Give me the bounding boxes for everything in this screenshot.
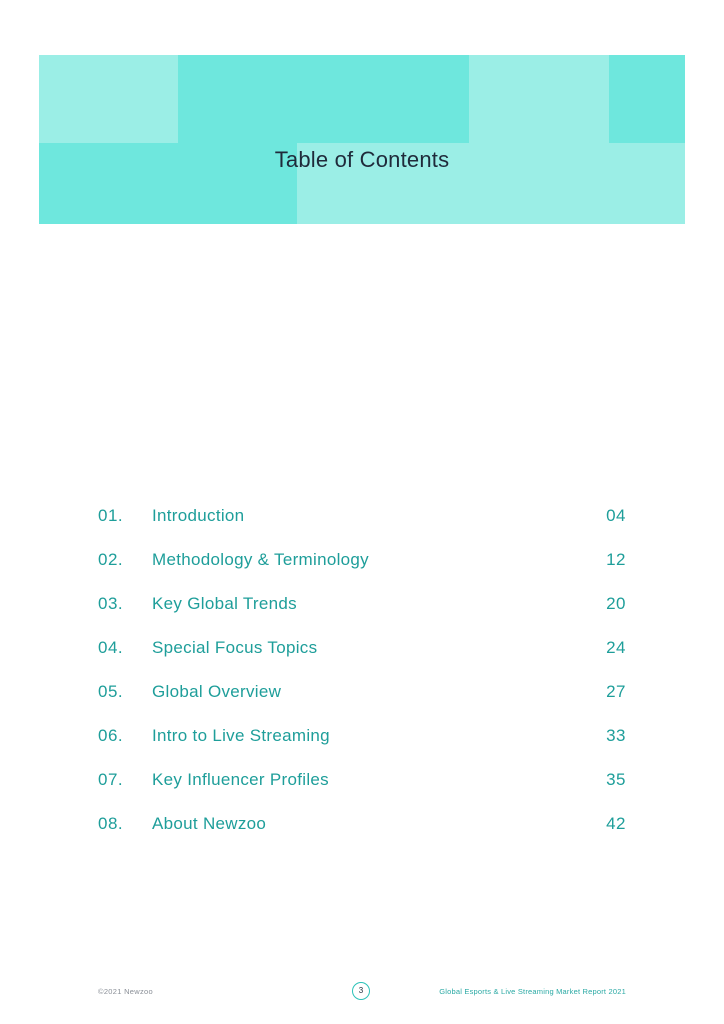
page-title: Table of Contents	[274, 147, 450, 172]
toc-number: 02.	[98, 550, 124, 569]
toc-page-number: 35	[606, 770, 626, 789]
toc-entry-about-newzoo[interactable]	[98, 812, 626, 856]
toc-page-number: 27	[606, 682, 626, 701]
toc-title: Key Global Trends	[152, 594, 297, 613]
toc-page-number: 04	[606, 506, 626, 525]
toc-entry-special-focus-topics[interactable]	[98, 636, 626, 680]
table-of-contents	[98, 504, 626, 856]
toc-number: 08.	[98, 814, 124, 833]
banner-tile	[178, 55, 469, 143]
toc-page-number: 20	[606, 594, 626, 613]
toc-number: 06.	[98, 726, 124, 745]
toc-title: Intro to Live Streaming	[152, 726, 330, 745]
toc-number: 03.	[98, 594, 124, 613]
toc-number: 07.	[98, 770, 124, 789]
toc-title: Special Focus Topics	[152, 638, 318, 657]
toc-page-number: 33	[606, 726, 626, 745]
toc-entry-methodology[interactable]	[98, 548, 626, 592]
toc-number: 01.	[98, 506, 124, 525]
toc-title: Key Influencer Profiles	[152, 770, 329, 789]
toc-page-number: 24	[606, 638, 626, 657]
toc-page-number: 42	[606, 814, 626, 833]
banner-tile	[469, 55, 609, 143]
toc-entry-key-global-trends[interactable]	[98, 592, 626, 636]
banner-tile	[39, 55, 178, 143]
toc-entry-intro-to-live-streaming[interactable]	[98, 724, 626, 768]
footer-copyright: ©2021 Newzoo	[98, 987, 153, 996]
toc-entry-introduction[interactable]	[98, 504, 626, 548]
toc-title: Methodology & Terminology	[152, 550, 369, 569]
banner-tile	[609, 55, 685, 143]
page-number-badge: 3	[352, 982, 370, 1000]
toc-entry-key-influencer-profiles[interactable]	[98, 768, 626, 812]
footer-report-title: Global Esports & Live Streaming Market Report 2021	[439, 987, 626, 996]
toc-title: Introduction	[152, 506, 245, 525]
toc-entry-global-overview[interactable]	[98, 680, 626, 724]
header-banner	[39, 55, 685, 224]
toc-title: Global Overview	[152, 682, 282, 701]
toc-number: 04.	[98, 638, 124, 657]
toc-number: 05.	[98, 682, 124, 701]
toc-title: About Newzoo	[152, 814, 267, 833]
toc-page-number: 12	[606, 550, 626, 569]
